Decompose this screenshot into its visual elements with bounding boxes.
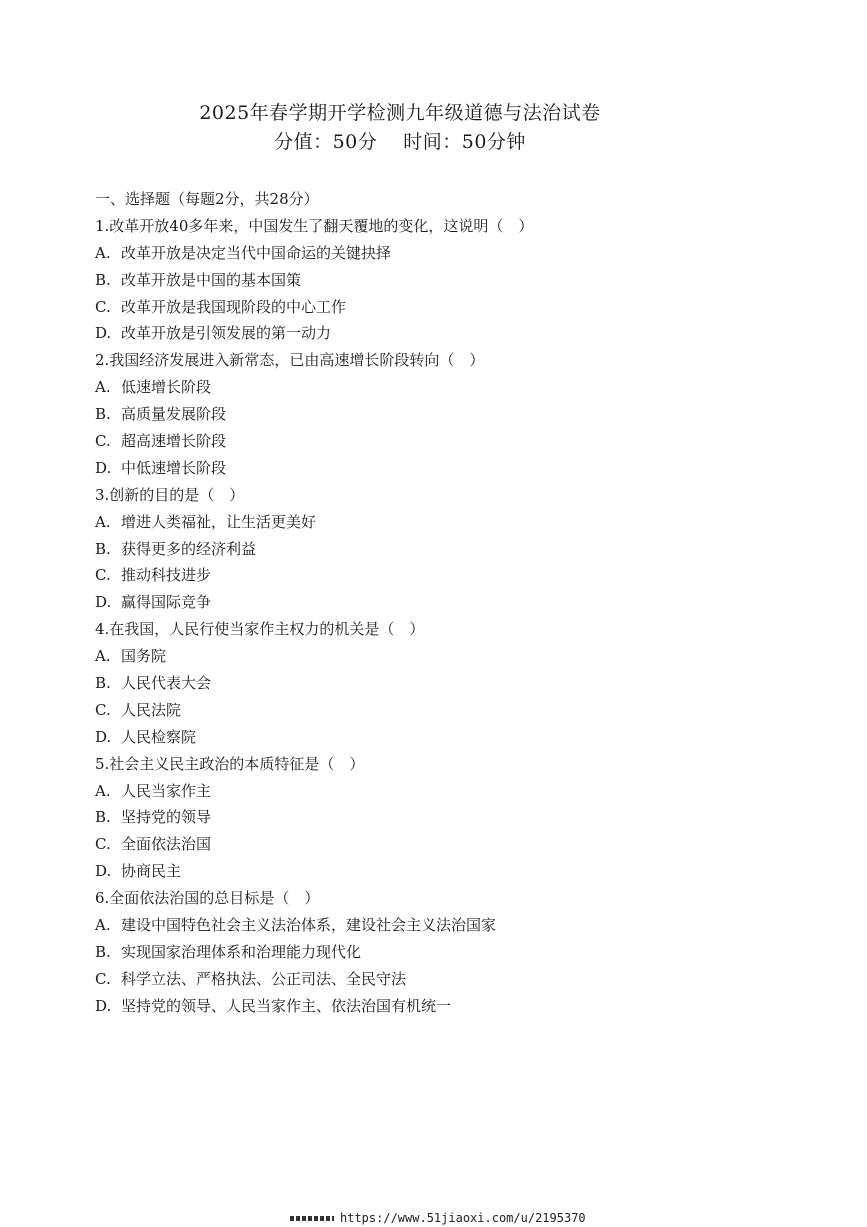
option-letter: B. (95, 270, 111, 289)
option-item (95, 804, 815, 831)
option-text: 高质量发展阶段 (121, 405, 227, 424)
option-text: 获得更多的经济利益 (121, 539, 257, 558)
option-letter: D. (95, 458, 112, 477)
option-text: 改革开放是引领发展的第一动力 (121, 324, 332, 343)
option-text: 推动科技进步 (121, 566, 212, 585)
option-text: 坚持党的领导 (121, 808, 212, 827)
option-item (95, 455, 815, 482)
option-letter: C. (95, 700, 111, 719)
watermark-marks-icon (290, 1216, 334, 1221)
option-letter: B. (95, 674, 111, 693)
option-text: 国务院 (121, 647, 167, 666)
option-text: 增进人类福祉，让生活更美好 (121, 512, 317, 531)
option-item (95, 562, 815, 589)
option-letter: B. (95, 405, 111, 424)
option-text: 改革开放是决定当代中国命运的关键抉择 (121, 243, 392, 262)
option-text: 赢得国际竞争 (121, 593, 212, 612)
option-letter: A. (95, 647, 111, 666)
option-item (95, 240, 815, 267)
option-text: 中低速增长阶段 (121, 458, 227, 477)
option-letter: C. (95, 566, 111, 585)
option-letter: D. (95, 593, 112, 612)
option-letter: D. (95, 727, 112, 746)
option-letter: C. (95, 969, 111, 988)
option-item (95, 724, 815, 751)
option-item (95, 294, 815, 321)
option-letter: A. (95, 243, 111, 262)
option-letter: B. (95, 539, 111, 558)
section-heading: 一、选择题（每题2分，共28分） (95, 190, 319, 208)
option-item (95, 966, 815, 993)
score-label: 分值：50分 (274, 131, 378, 153)
option-text: 人民代表大会 (121, 674, 212, 693)
option-letter: C. (95, 835, 111, 854)
option-item (95, 374, 815, 401)
option-item (95, 536, 815, 563)
option-item (95, 401, 815, 428)
option-text: 超高速增长阶段 (121, 432, 227, 451)
option-letter: D. (95, 862, 112, 881)
option-item (95, 831, 815, 858)
option-text: 坚持党的领导、人民当家作主、依法治国有机统一 (121, 996, 452, 1015)
option-letter: C. (95, 297, 111, 316)
exam-meta (0, 127, 800, 154)
option-text: 低速增长阶段 (121, 378, 212, 397)
option-item (95, 320, 815, 347)
option-item (95, 912, 815, 939)
question-stem: 5.社会主义民主政治的本质特征是（ ） (95, 754, 365, 773)
option-item (95, 428, 815, 455)
option-letter: A. (95, 916, 111, 935)
option-letter: C. (95, 432, 111, 451)
option-item (95, 509, 815, 536)
question-stem: 2.我国经济发展进入新常态，已由高速增长阶段转向（ ） (95, 351, 485, 370)
option-letter: A. (95, 378, 111, 397)
option-item (95, 267, 815, 294)
option-letter: B. (95, 808, 111, 827)
question-stem: 3.创新的目的是（ ） (95, 485, 245, 504)
option-text: 改革开放是中国的基本国策 (121, 270, 302, 289)
option-letter: A. (95, 781, 111, 800)
exam-title: 2025年春学期开学检测九年级道德与法治试卷 (199, 102, 601, 124)
question-stem: 6.全面依法治国的总目标是（ ） (95, 889, 320, 908)
time-label: 时间：50分钟 (403, 131, 526, 153)
question-stem: 1.改革开放40多年来，中国发生了翻天覆地的变化，这说明（ ） (95, 216, 534, 235)
option-text: 人民法院 (121, 700, 182, 719)
option-text: 人民检察院 (121, 727, 197, 746)
option-text: 改革开放是我国现阶段的中心工作 (121, 297, 347, 316)
option-letter: D. (95, 324, 112, 343)
option-text: 全面依法治国 (121, 835, 212, 854)
option-text: 科学立法、严格执法、公正司法、全民守法 (121, 969, 407, 988)
option-item (95, 993, 815, 1020)
option-item (95, 858, 815, 885)
option-letter: D. (95, 996, 112, 1015)
option-item (95, 589, 815, 616)
question-list (95, 186, 815, 1020)
option-item (95, 697, 815, 724)
footer-url[interactable]: https://www.51jiaoxi.com/u/2195370 (340, 1211, 586, 1225)
option-item (95, 939, 815, 966)
footer-watermark (290, 1211, 586, 1225)
option-text: 实现国家治理体系和治理能力现代化 (121, 942, 362, 961)
option-letter: A. (95, 512, 111, 531)
option-item (95, 670, 815, 697)
option-item (95, 778, 815, 805)
option-letter: B. (95, 942, 111, 961)
option-item (95, 643, 815, 670)
option-text: 人民当家作主 (121, 781, 212, 800)
option-text: 建设中国特色社会主义法治体系，建设社会主义法治国家 (121, 916, 497, 935)
question-stem: 4.在我国，人民行使当家作主权力的机关是（ ） (95, 620, 425, 639)
option-text: 协商民主 (121, 862, 182, 881)
